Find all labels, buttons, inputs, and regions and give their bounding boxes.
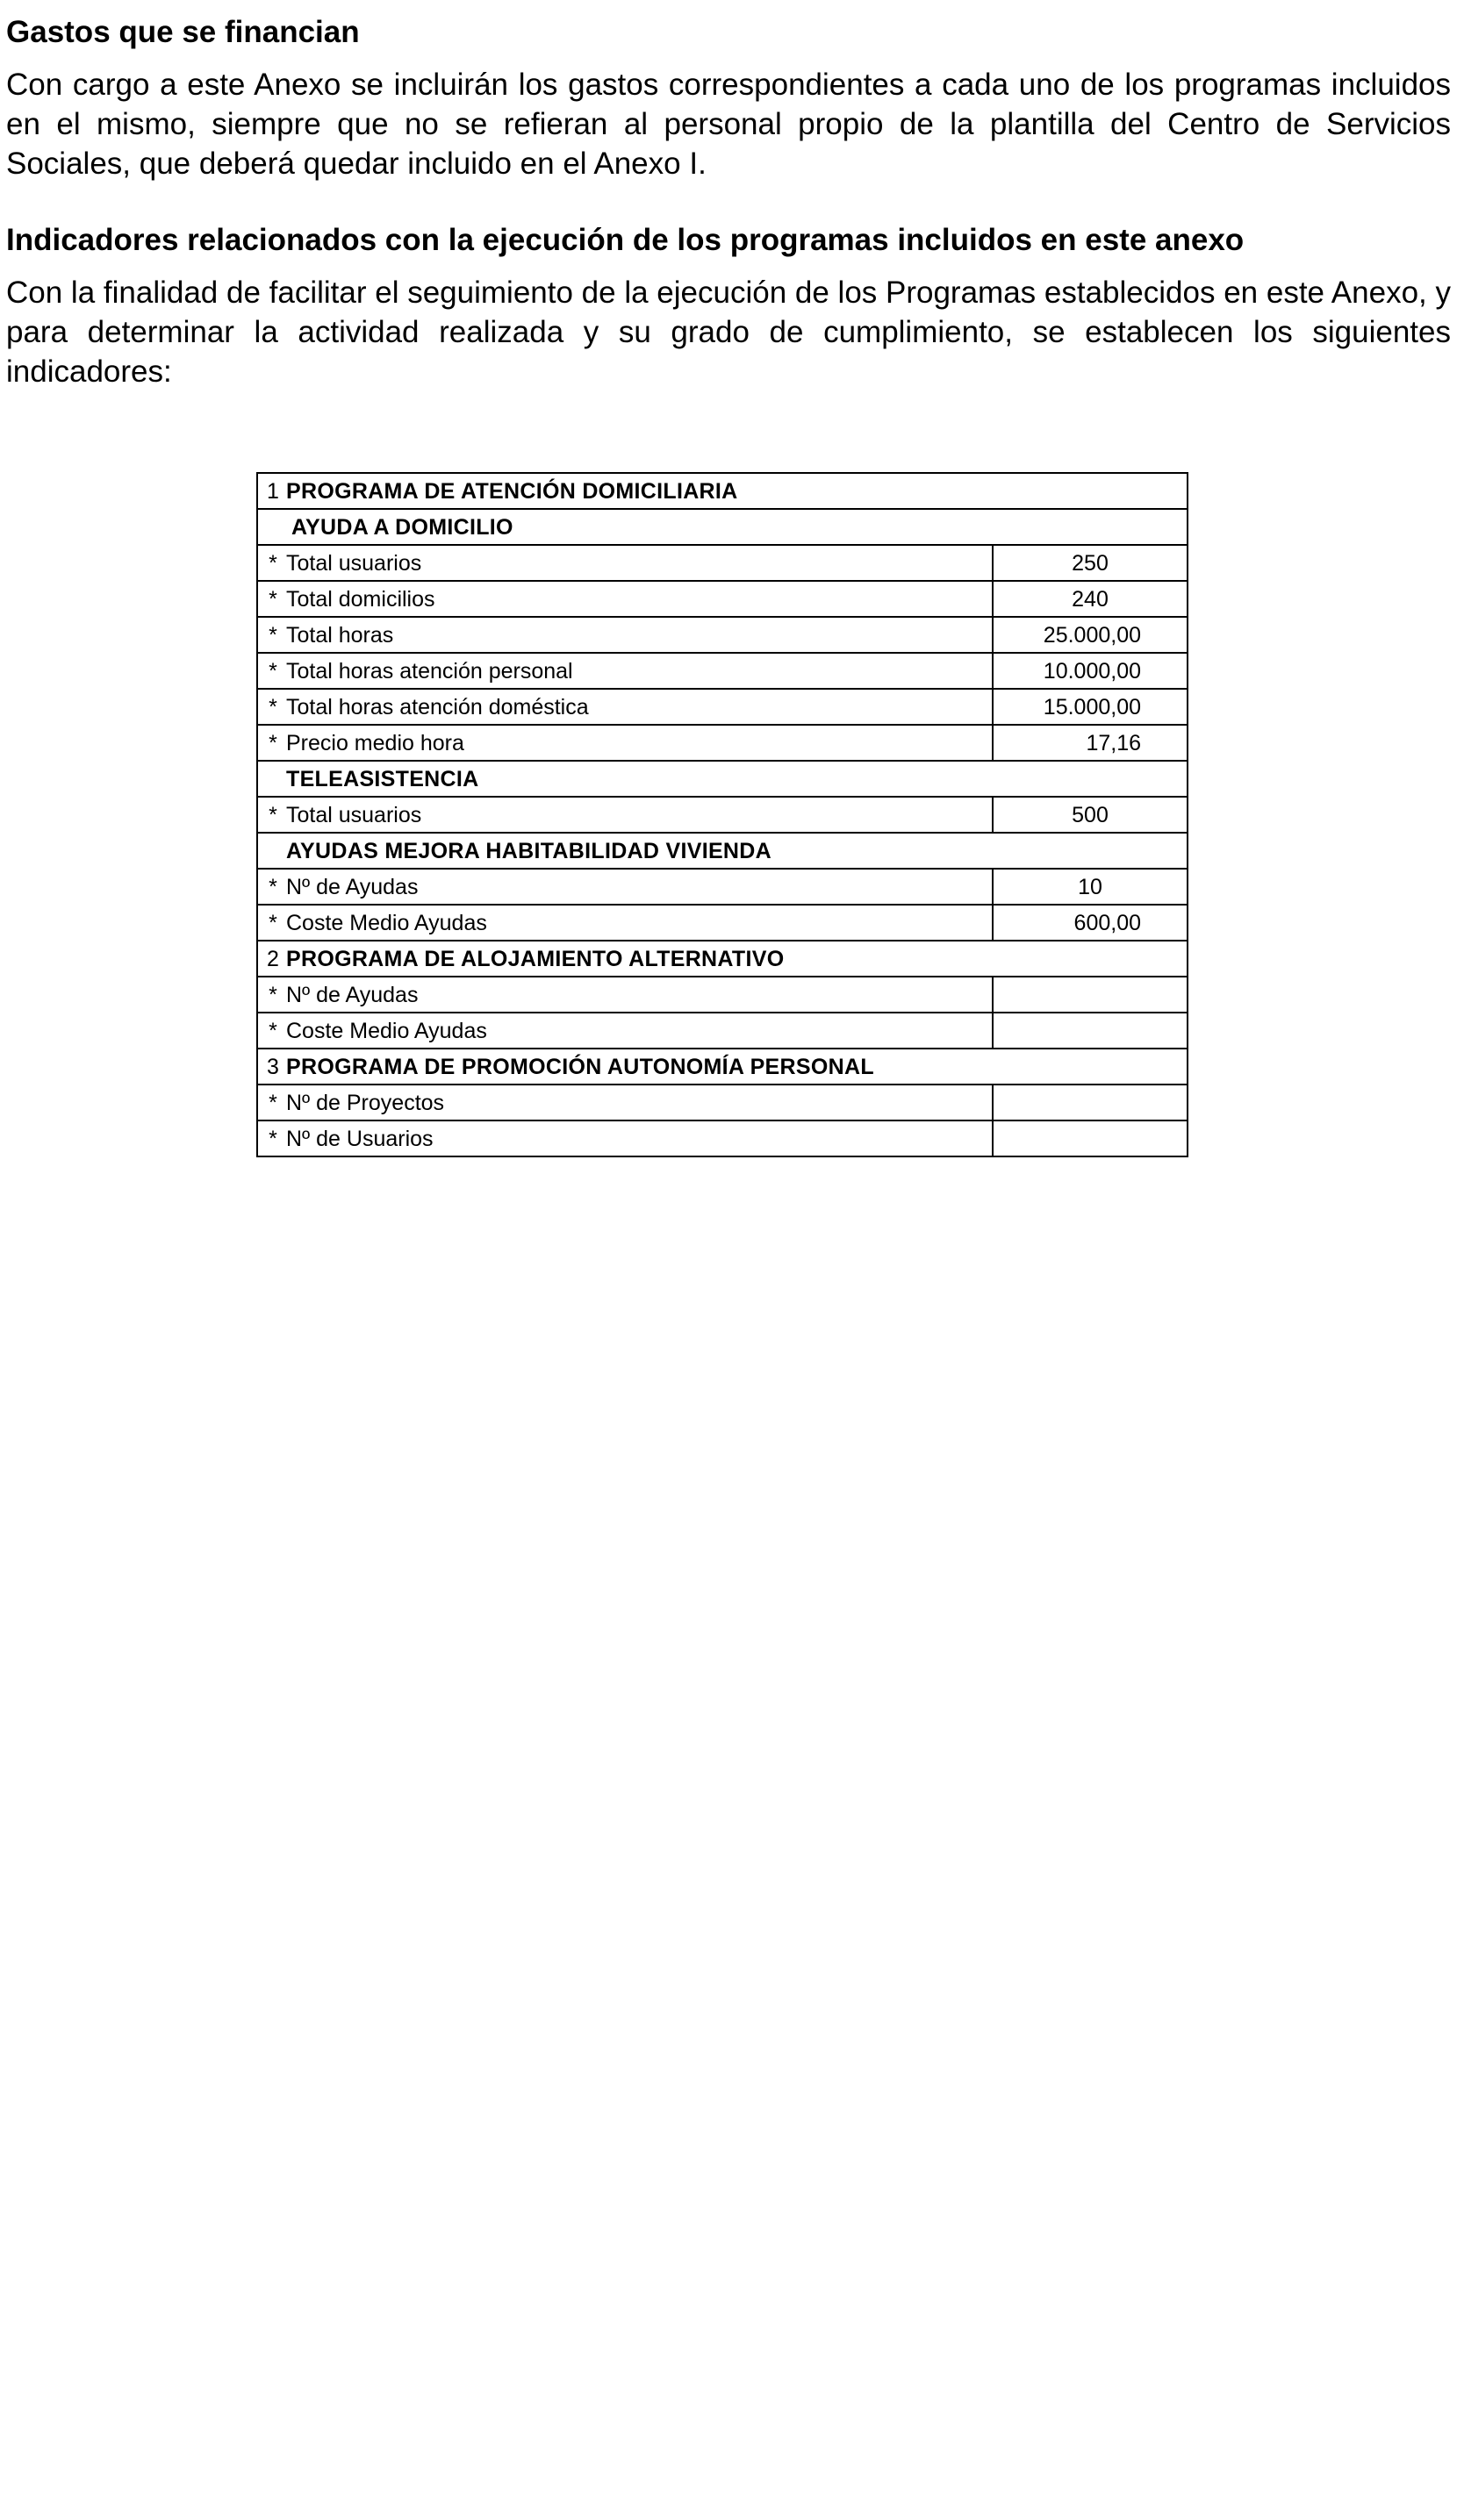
indicator-label: Nº de Proyectos bbox=[286, 1090, 445, 1115]
subsection-title: AYUDAS MEJORA HABITABILIDAD VIVIENDA bbox=[286, 838, 771, 863]
bullet-marker: * bbox=[269, 1018, 277, 1043]
program-title: PROGRAMA DE ATENCIÓN DOMICILIARIA bbox=[286, 478, 738, 504]
table-row bbox=[257, 725, 1188, 761]
table-row bbox=[257, 653, 1188, 689]
indicator-value bbox=[993, 1013, 1188, 1049]
subsection-title: TELEASISTENCIA bbox=[286, 766, 479, 791]
indicator-label: Precio medio hora bbox=[286, 730, 464, 755]
indicator-label: Total horas atención personal bbox=[286, 658, 573, 684]
program-number: 2 bbox=[267, 946, 279, 971]
program-number: 1 bbox=[267, 478, 279, 504]
table-row bbox=[257, 581, 1188, 617]
program-row bbox=[257, 473, 1188, 509]
indicator-label: Total horas bbox=[286, 622, 394, 648]
bullet-marker: * bbox=[269, 802, 277, 827]
table-row bbox=[257, 977, 1188, 1013]
indicator-label: Nº de Ayudas bbox=[286, 982, 419, 1007]
indicator-value: 500 bbox=[993, 797, 1188, 833]
bullet-marker: * bbox=[269, 658, 277, 684]
subsection-row bbox=[257, 509, 1188, 545]
table-row bbox=[257, 1120, 1188, 1156]
table-row bbox=[257, 869, 1188, 905]
section-heading-gastos: Gastos que se financian bbox=[6, 15, 360, 49]
indicator-value: 25.000,00 bbox=[993, 617, 1188, 653]
document-page bbox=[6, 0, 1451, 391]
indicator-label: Coste Medio Ayudas bbox=[286, 910, 487, 935]
bullet-marker: * bbox=[269, 730, 277, 755]
bullet-marker: * bbox=[269, 586, 277, 612]
section-paragraph-gastos: Con cargo a este Anexo se incluirán los gastos correspondientes a cada uno de los programas incluidos en el mismo, siempre que no se refieran al personal propio de la plantilla del Centro de Servicios Sociales, que deberá quedar incluido en el Anexo I. bbox=[6, 68, 1451, 181]
indicator-value: 15.000,00 bbox=[993, 689, 1188, 725]
section-paragraph-indicadores: Con la finalidad de facilitar el seguimiento de la ejecución de los Programas establecidos en este Anexo, y para determinar la actividad realizada y su grado de cumplimiento, se establecen los siguientes indicadores: bbox=[6, 276, 1451, 389]
indicator-value bbox=[993, 1120, 1188, 1156]
indicator-label: Coste Medio Ayudas bbox=[286, 1018, 487, 1043]
table-row bbox=[257, 689, 1188, 725]
subsection-row bbox=[257, 833, 1188, 869]
table-row bbox=[257, 545, 1188, 581]
section-heading-indicadores: Indicadores relacionados con la ejecución de los programas incluidos en este anexo bbox=[6, 223, 1245, 257]
indicator-label: Nº de Ayudas bbox=[286, 874, 419, 899]
subsection-row bbox=[257, 761, 1188, 797]
indicator-value: 10 bbox=[993, 869, 1188, 905]
bullet-marker: * bbox=[269, 874, 277, 899]
program-row bbox=[257, 941, 1188, 977]
program-title: PROGRAMA DE PROMOCIÓN AUTONOMÍA PERSONAL bbox=[286, 1054, 874, 1079]
bullet-marker: * bbox=[269, 910, 277, 935]
table-row bbox=[257, 1013, 1188, 1049]
indicator-label: Total usuarios bbox=[286, 802, 422, 827]
program-title: PROGRAMA DE ALOJAMIENTO ALTERNATIVO bbox=[286, 946, 785, 971]
indicator-value: 600,00 bbox=[993, 905, 1188, 941]
indicator-value: 10.000,00 bbox=[993, 653, 1188, 689]
indicator-value bbox=[993, 977, 1188, 1013]
bullet-marker: * bbox=[269, 1090, 277, 1115]
program-number: 3 bbox=[267, 1054, 279, 1079]
table-row bbox=[257, 797, 1188, 833]
indicators-table bbox=[256, 472, 1188, 1157]
bullet-marker: * bbox=[269, 550, 277, 576]
indicator-value: 250 bbox=[993, 545, 1188, 581]
table-row bbox=[257, 1085, 1188, 1120]
indicators-table-wrapper bbox=[256, 472, 1187, 1157]
indicator-label: Total usuarios bbox=[286, 550, 422, 576]
table-row bbox=[257, 905, 1188, 941]
indicator-value: 17,16 bbox=[993, 725, 1188, 761]
bullet-marker: * bbox=[269, 1126, 277, 1151]
indicator-value: 240 bbox=[993, 581, 1188, 617]
bullet-marker: * bbox=[269, 694, 277, 719]
bullet-marker: * bbox=[269, 982, 277, 1007]
indicator-label: Nº de Usuarios bbox=[286, 1126, 434, 1151]
program-row bbox=[257, 1049, 1188, 1085]
indicator-label: Total domicilios bbox=[286, 586, 435, 612]
indicator-label: Total horas atención doméstica bbox=[286, 694, 589, 719]
table-row bbox=[257, 617, 1188, 653]
subsection-title: AYUDA A DOMICILIO bbox=[291, 514, 513, 540]
indicator-value bbox=[993, 1085, 1188, 1120]
bullet-marker: * bbox=[269, 622, 277, 648]
